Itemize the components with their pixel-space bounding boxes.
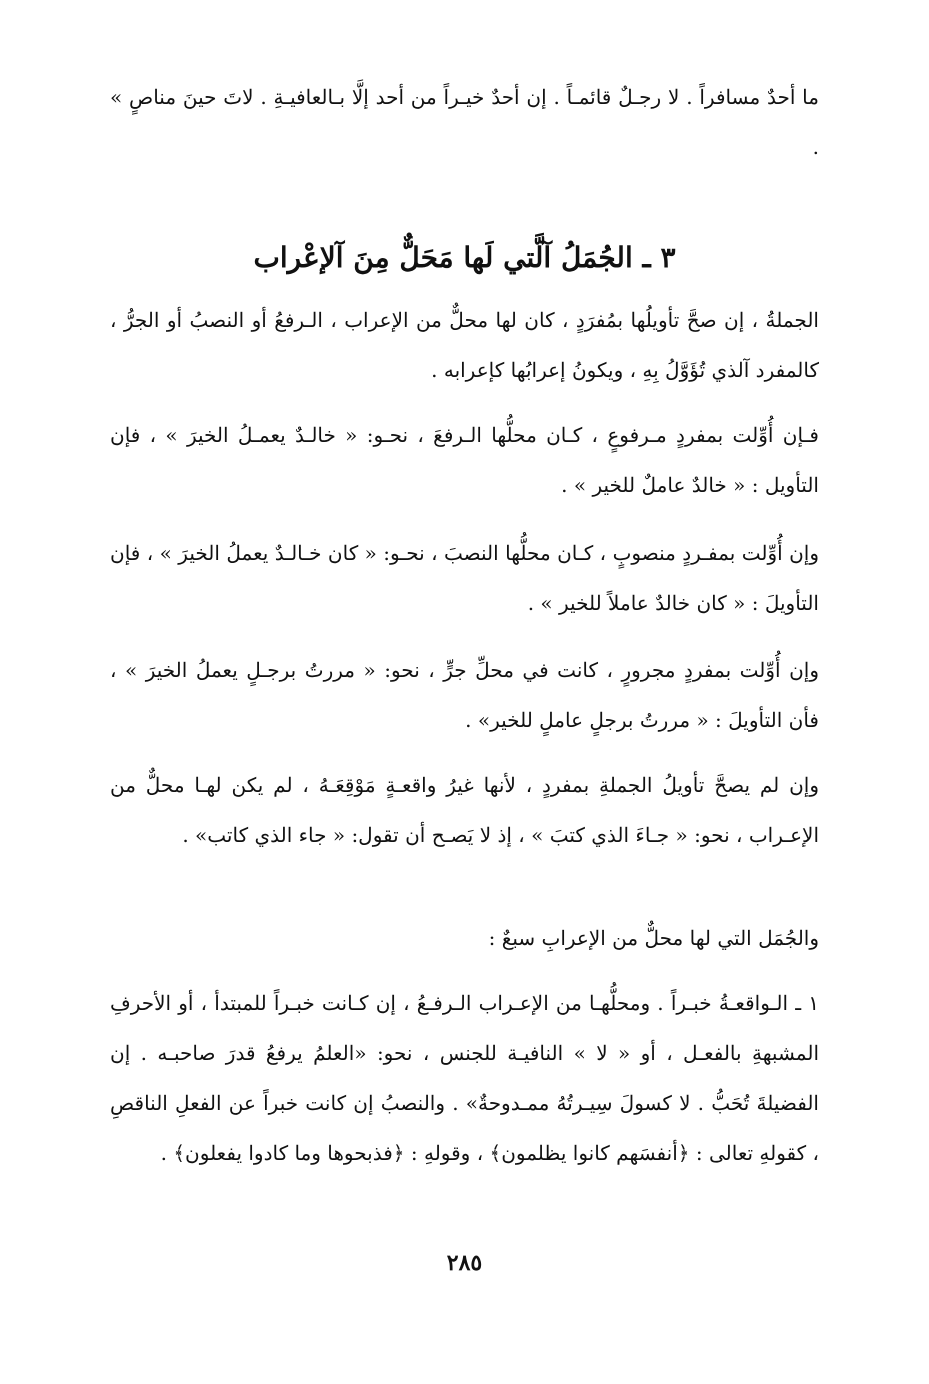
paragraph-2: فـإن أُوِّلت بمفردٍ مـرفوعٍ ، كـان محلُّها الـرفعَ ، نحـو: « خالـدٌ يعمـلُ الخيرَ » ، فإن التأويل : « خالدٌ عاملٌ للخير » . — [110, 423, 819, 497]
paragraph-3: وإن أُوِّلت بمفـردٍ منصوبٍ ، كـان محلُّها النصبَ ، نحـو: « كان خـالـدٌ يعملُ الخيرَ » ، فإن التأويلَ : « كان خالدٌ عاملاً للخير » . — [110, 541, 819, 615]
paragraph-5: وإن لم يصحَّ تأويلُ الجملةِ بمفردٍ ، لأنها غيرُ واقعـةٍ مَوْقِعَـهُ ، لم يكن لهـا محلٌّ من الإعـراب ، نحو: « جـاءَ الذي كتبَ » ، إذ لا يَصـح أن تقول: « جاء الذي كاتب» . — [110, 773, 819, 847]
page-number: ٢٨٥ — [446, 1250, 483, 1276]
paragraph-1: الجملةُ ، إن صحَّ تأويلُها بمُفرَدٍ ، كان لها محلٌّ من الإعراب ، الـرفعُ أو النصبُ أو الجرُّ ، كالمفرد آلذي تُؤَوَّلُ بِهِ ، ويكونُ إعرابُها كإعرابه . — [110, 308, 819, 382]
continuation-paragraph: ما أحدٌ مسافراً . لا رجـلٌ قائمـاً . إن أحدٌ خيـراً من أحد إلَّا بـالعافيـةِ . لاتَ حينَ مناصٍ » . — [110, 85, 819, 159]
paragraph-6: والجُمَل التي لها محلٌّ من الإعرابِ سبعٌ : — [488, 926, 819, 950]
paragraph-4: وإن أُوِّلت بمفردٍ مجرورٍ ، كانت في محلِّ جرٍّ ، نحو: « مررتُ برجـلٍ يعملُ الخيرَ » ، فأن التأويلَ : « مررتُ برجلٍ عاملٍ للخير» . — [110, 658, 819, 732]
section-title: ٣ ـ الجُمَلُ آلَّتي لَها مَحَلٌّ مِنَ آلإعْراب — [253, 241, 676, 274]
paragraph-7: ١ ـ الـواقعـةُ خبـراً . ومحلُّهـا من الإعـراب الـرفـعُ ، إن كـانت خبـراً للمبتدأ ، أو الأحرفِ المشبهةِ بالفعـل ، أو « لا » النافيـة للجنس ، نحو: «العلمُ يرفعُ قدرَ صاحبـه . إن الفضيلةَ تُحَبُّ . لا كسولَ سِيـرتُهُ ممـدوحةٌ» . والنصبُ إن كانت خبراً عن الفعلِ الناقصِ ، كقولهِ تعالى : ﴿أنفسَهم كانوا يظلمون﴾ ، وقولهِ : ﴿فذبحوها وما كادوا يفعلون﴾ . — [110, 991, 819, 1165]
